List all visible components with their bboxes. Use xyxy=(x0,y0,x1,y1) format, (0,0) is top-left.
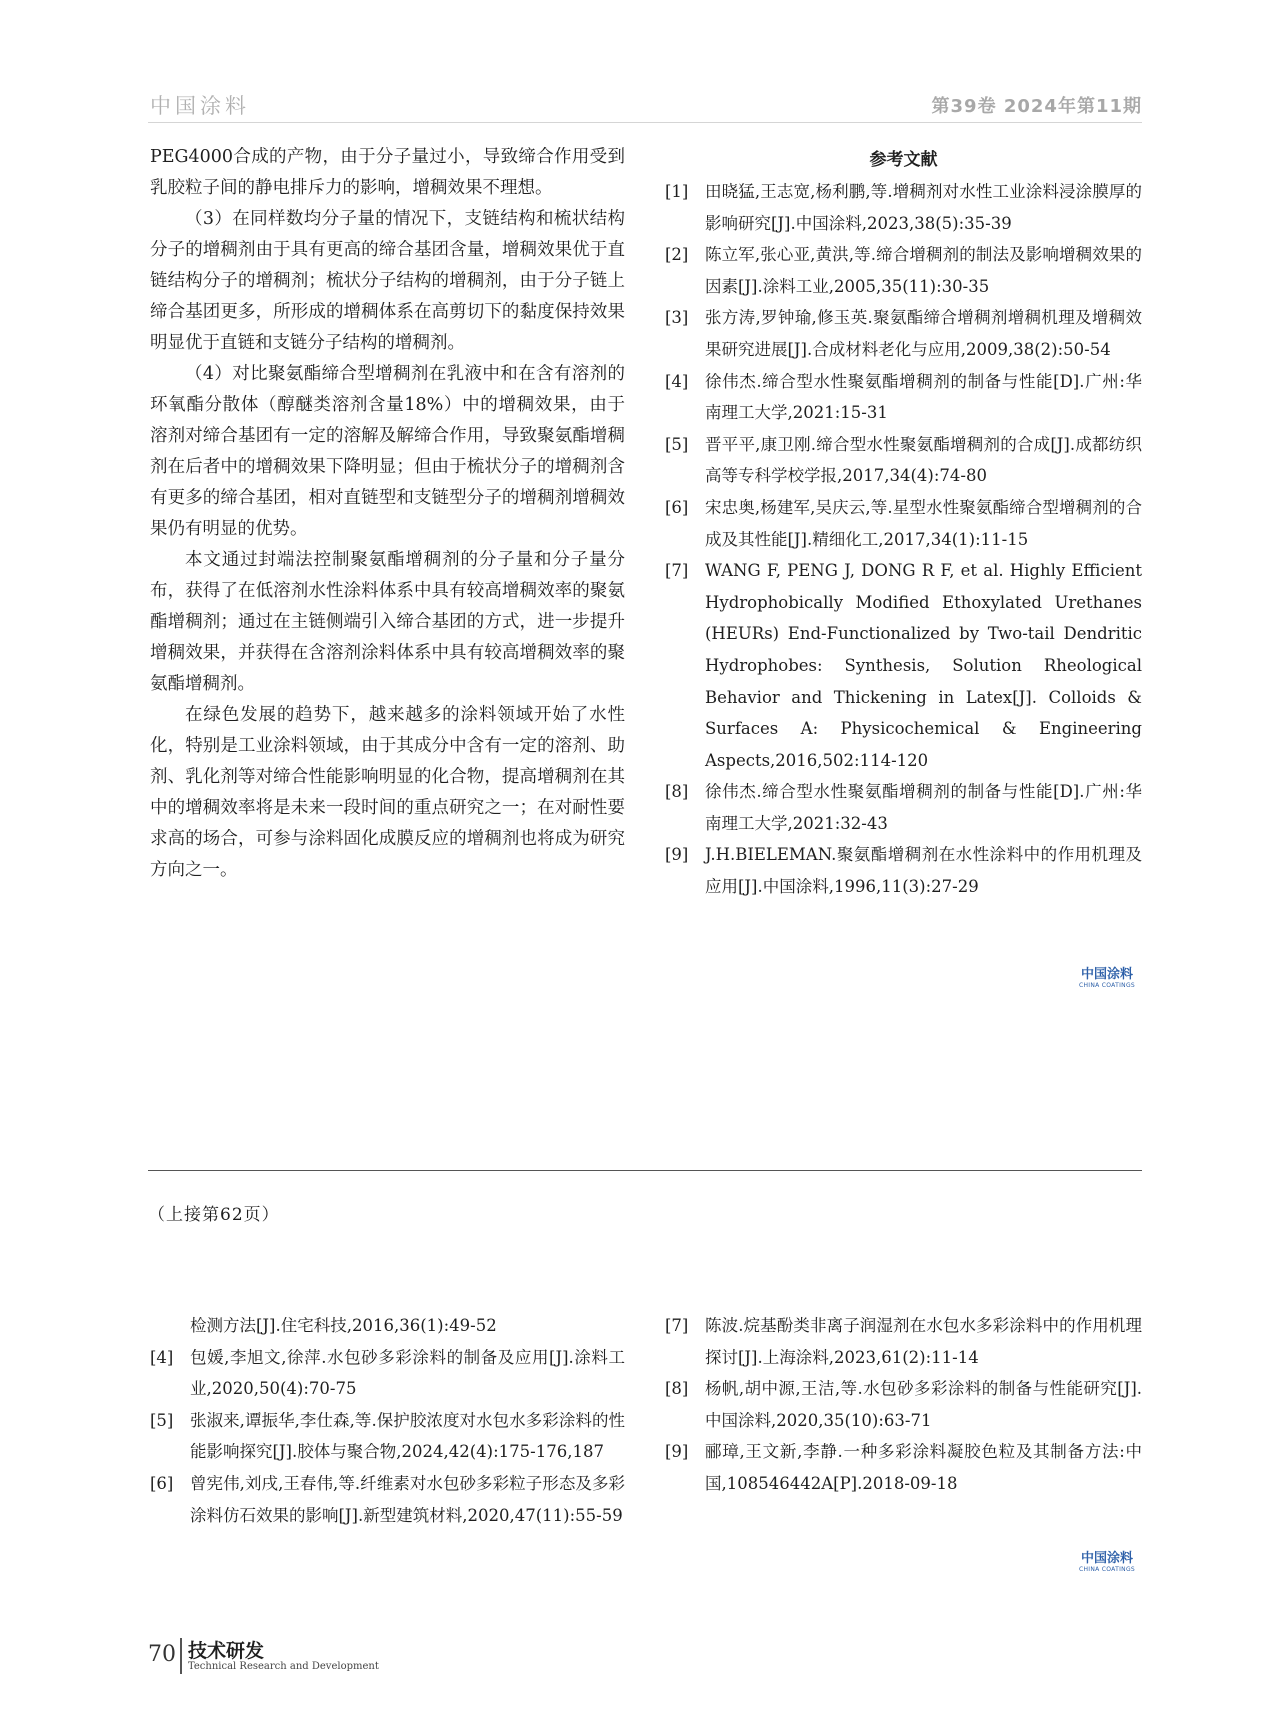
references-title: 参考文献 xyxy=(869,150,938,170)
reference-text: 徐伟杰.缔合型水性聚氨酯增稠剂的制备与性能[D].广州:华南理工大学,2021:32-43 xyxy=(705,782,1142,833)
reference-text: 田晓猛,王志宽,杨利鹏,等.增稠剂对水性工业涂料浸涂膜厚的影响研究[J].中国涂料,2023,38(5):35-39 xyxy=(705,182,1142,233)
logo-text-en: CHINA COATINGS xyxy=(1079,982,1135,989)
reference-item xyxy=(665,1436,1142,1499)
reference-item xyxy=(665,302,1142,365)
reference-item xyxy=(665,839,1142,902)
continued-from-label: （上接第62页） xyxy=(148,1205,280,1225)
reference-number: [8] xyxy=(665,1379,689,1399)
paragraph: 本文通过封端法控制聚氨酯增稠剂的分子量和分子量分布，获得了在低溶剂水性涂料体系中具有较高增稠效率的聚氨酯增稠剂；通过在主链侧端引入缔合基团的方式，进一步提升增稠效果，并获得在含溶剂涂料体系中具有较高增稠效率的聚氨酯增稠剂。 xyxy=(150,550,625,694)
reference-number: [9] xyxy=(665,1442,689,1462)
reference-text: 张方涛,罗钟瑜,修玉英.聚氨酯缔合增稠剂增稠机理及增稠效果研究进展[J].合成材料老化与应用,2009,38(2):50-54 xyxy=(705,308,1142,359)
body-column-left xyxy=(150,142,625,886)
issue-info: 第39卷 2024年第11期 xyxy=(931,96,1142,117)
reference-number: [6] xyxy=(665,497,689,517)
reference-text: 宋忠奥,杨建军,吴庆云,等.星型水性聚氨酯缔合型增稠剂的合成及其性能[J].精细化工,2017,34(1):11-15 xyxy=(705,497,1142,549)
paragraph: （4）对比聚氨酯缔合型增稠剂在乳液中和在含有溶剂的环氧酯分散体（醇醚类溶剂含量18%）中的增稠效果，由于溶剂对缔合基团有一定的溶解及解缔合作用，导致聚氨酯增稠剂在后者中的增稠效果下降明显；但由于梳状分子的增稠剂含有更多的缔合基团，相对直链型和支链型分子的增稠剂增稠效果仍有明显的优势。 xyxy=(150,364,625,539)
reference-number: [4] xyxy=(665,371,689,391)
reference-item xyxy=(665,776,1142,839)
reference-text: 陈波.烷基酚类非离子润湿剂在水包水多彩涂料中的作用机理探讨[J].上海涂料,2023,61(2):11-14 xyxy=(705,1316,1142,1367)
reference-number: [5] xyxy=(150,1410,174,1430)
reference-item xyxy=(665,429,1142,492)
continued-references-right xyxy=(665,1310,1142,1500)
reference-number: [7] xyxy=(665,561,689,581)
reference-number: [5] xyxy=(665,434,689,454)
reference-text: 陈立军,张心亚,黄洪,等.缔合增稠剂的制法及影响增稠效果的因素[J].涂料工业,2005,35(11):30-35 xyxy=(705,245,1142,296)
reference-number: [9] xyxy=(665,845,689,865)
reference-item xyxy=(665,1310,1142,1373)
reference-number: [4] xyxy=(150,1347,174,1367)
paragraph: PEG4000合成的产物，由于分子量过小，导致缔合作用受到乳胶粒子间的静电排斥力的影响，增稠效果不理想。 xyxy=(150,147,625,198)
reference-text: 张淑来,谭振华,李仕森,等.保护胶浓度对水包水多彩涂料的性能影响探究[J].胶体与聚合物,2024,42(4):175-176,187 xyxy=(190,1410,625,1462)
reference-continuation: 检测方法[J].住宅科技,2016,36(1):49-52 xyxy=(190,1316,497,1335)
section-divider xyxy=(148,1170,1142,1171)
section-title-en: Technical Research and Development xyxy=(188,1661,379,1672)
reference-number: [8] xyxy=(665,782,689,802)
paragraph: 在绿色发展的趋势下，越来越多的涂料领域开始了水性化，特别是工业涂料领域，由于其成分中含有一定的溶剂、助剂、乳化剂等对缔合性能影响明显的化合物，提高增稠剂在其中的增稠效率将是未来一段时间的重点研究之一；在对耐性要求高的场合，可参与涂料固化成膜反应的增稠剂也将成为研究方向之一。 xyxy=(150,705,625,880)
reference-text: 郦璋,王文新,李静.一种多彩涂料凝胶色粒及其制备方法:中国,108546442A[P].2018-09-18 xyxy=(705,1442,1142,1493)
paragraph: （3）在同样数均分子量的情况下，支链结构和梳状结构分子的增稠剂由于具有更高的缔合基团含量，增稠效果优于直链结构分子的增稠剂；梳状分子结构的增稠剂，由于分子链上缔合基团更多，所形成的增稠体系在高剪切下的黏度保持效果明显优于直链和支链分子结构的增稠剂。 xyxy=(150,209,625,353)
reference-text: 曾宪伟,刘戌,王春伟,等.纤维素对水包砂多彩粒子形态及多彩涂料仿石效果的影响[J].新型建筑材料,2020,47(11):55-59 xyxy=(190,1473,625,1525)
reference-text: 杨帆,胡中源,王洁,等.水包砂多彩涂料的制备与性能研究[J].中国涂料,2020,35(10):63-71 xyxy=(705,1379,1142,1430)
china-coatings-logo xyxy=(1072,968,1142,990)
reference-item xyxy=(665,239,1142,302)
reference-text: 包媛,李旭文,徐萍.水包砂多彩涂料的制备及应用[J].涂料工业,2020,50(4):70-75 xyxy=(190,1347,625,1399)
reference-number: [1] xyxy=(665,182,689,201)
logo-text-en: CHINA COATINGS xyxy=(1079,1566,1135,1573)
reference-item xyxy=(150,1342,625,1405)
continued-references-left xyxy=(150,1310,625,1531)
header-divider xyxy=(148,122,1142,123)
reference-text: 徐伟杰.缔合型水性聚氨酯增稠剂的制备与性能[D].广州:华南理工大学,2021:15-31 xyxy=(705,371,1142,423)
reference-item xyxy=(665,492,1142,555)
reference-text: J.H.BIELEMAN.聚氨酯增稠剂在水性涂料中的作用机理及应用[J].中国涂料,1996,11(3):27-29 xyxy=(705,845,1142,897)
section-title-cn: 技术研发 xyxy=(188,1640,265,1662)
reference-item xyxy=(665,555,1142,776)
logo-text-cn: 中国涂料 xyxy=(1080,967,1133,982)
reference-number: [2] xyxy=(665,245,689,265)
reference-text: WANG F, PENG J, DONG R F, et al. Highly Efficient Hydrophobically Modified Ethoxylated Urethanes (HEURs) End-Functionalized by Two-tail Dendritic Hydrophobes: Synthesis, Solution Rheological Behavior and Thickening in Latex[J]. Colloids & Surfaces A: Physicochemical & Engineering Aspects,2016,502:114-120 xyxy=(705,561,1142,770)
reference-number: [6] xyxy=(150,1473,174,1493)
references-section xyxy=(665,145,1142,903)
reference-item xyxy=(665,1373,1142,1436)
page-number: 70 xyxy=(148,1642,176,1667)
reference-item xyxy=(150,1468,625,1531)
footer-divider xyxy=(180,1638,182,1674)
reference-item xyxy=(150,1405,625,1468)
reference-text: 晋平平,康卫刚.缔合型水性聚氨酯增稠剂的合成[J].成都纺织高等专科学校学报,2017,34(4):74-80 xyxy=(705,434,1142,486)
reference-number: [3] xyxy=(665,308,689,328)
reference-item xyxy=(665,176,1142,239)
reference-item xyxy=(665,366,1142,429)
journal-name: 中国涂料 xyxy=(150,94,250,118)
china-coatings-logo xyxy=(1072,1552,1142,1574)
reference-number: [7] xyxy=(665,1316,689,1335)
logo-text-cn: 中国涂料 xyxy=(1080,1551,1133,1566)
